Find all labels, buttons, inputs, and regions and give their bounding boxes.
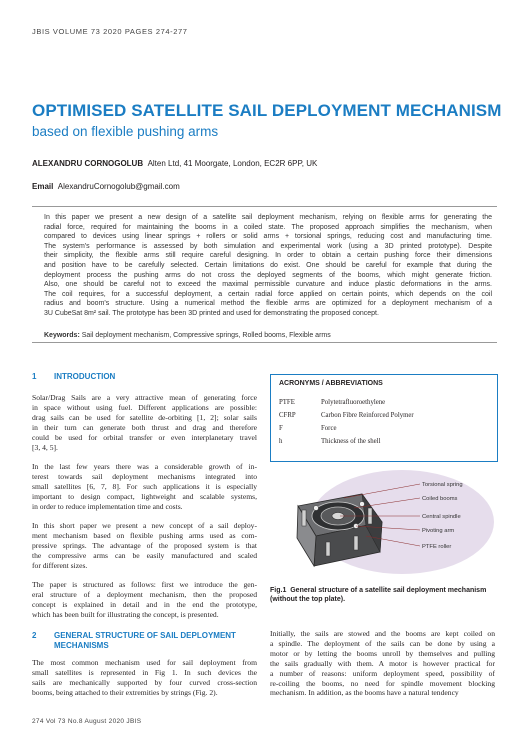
keywords-label: Keywords: [44, 332, 80, 339]
intro-para-3-line: ment mechanism based on flexible pushing arms used as com- [32, 530, 257, 540]
right-para-line: re-coiling the booms, no need for spindle movement blocking [270, 678, 495, 688]
intro-para-4-line: eral structure of a deployment mechanism, then the proposed [32, 589, 257, 599]
section-1-number: 1 [32, 372, 37, 381]
figure-label-torsional-spring: Torsional spring [422, 482, 463, 488]
intro-para-1 [32, 393, 257, 452]
author-name: ALEXANDRU CORNOGOLUB [32, 159, 144, 168]
intro-para-3-line: for different sizes. [32, 560, 88, 570]
abstract-line: In this paper we present a new design of a satellite sail deployment mechanism, relying on flexible arms for generating the [44, 214, 492, 221]
abstract-line: radial force, required for maintaining the booms in a coiled state. The proposed approach simplifies the mechanism, when [44, 223, 492, 231]
abstract-line: deployment process the pushing arms do not cross the deployed segments of the booms, which might generate friction. [44, 271, 492, 279]
acronym-value: Polytetrafluoroethylene [321, 399, 386, 406]
intro-para-2-line: In the last few years there was a considerable growth of in- [32, 462, 257, 471]
acronym-key: F [279, 425, 283, 432]
intro-para-4-line: The paper is structured as follows: first we introduce the gen- [32, 580, 257, 589]
figure-1-number: Fig.1 [270, 587, 287, 594]
intro-para-4 [32, 580, 257, 620]
intro-para-3-line: In this short paper we present a new concept of a sail deploy- [32, 521, 257, 530]
keywords-value: Sail deployment mechanism, Compressive springs, Rolled booms, Flexible arms [81, 332, 331, 339]
section-2-para-line: The most common mechanism used for sail deployment from [32, 658, 257, 667]
acronym-key: CFRP [279, 412, 296, 419]
section-2-para-line: small satellites is represented in Fig 1. In such devices the [32, 667, 257, 677]
intro-para-2-line: in order to reduce implementation time and costs. [32, 501, 183, 511]
acronym-key: h [279, 438, 283, 445]
intro-para-1-line: in their turn can generate both thrust and drag and therefore [32, 422, 257, 432]
acronym-value: Carbon Fibre Reinforced Polymer [321, 412, 414, 419]
page-title: OPTIMISED SATELLITE SAIL DEPLOYMENT MECHANISM [32, 101, 502, 120]
acronym-value: Thickness of the shell [321, 438, 381, 445]
section-2-heading [32, 631, 236, 651]
right-para-line: a spindle. The deployment of the sails can be done by using a [270, 638, 495, 648]
intro-para-2 [32, 462, 257, 512]
figure-1-caption-line-1: General structure of a satellite sail deployment mechanism [290, 587, 487, 594]
abstract-line: The coil requires, for a successful deployment, a certain radial force applied on certain points, which depends on the coil [44, 290, 492, 298]
section-1-title: INTRODUCTION [54, 372, 116, 381]
section-2-title-line-1: GENERAL STRUCTURE OF SAIL DEPLOYMENT [54, 631, 236, 640]
section-1-heading [32, 372, 115, 381]
figure-1-caption-line-2: (without the top plate). [270, 596, 346, 604]
intro-para-3-line: the compressive arms can be easily manufactured and scaled [32, 550, 257, 560]
right-para-line: Initially, the sails are stowed and the booms are kept coiled on [270, 629, 495, 638]
intro-para-3 [32, 521, 257, 571]
page-subtitle: based on flexible pushing arms [32, 124, 219, 139]
section-2-para [32, 658, 257, 698]
page-footer: 274 Vol 73 No.8 August 2020 JBIS [32, 718, 142, 725]
intro-para-1-line: in space without using fuel. Different applications are possible: [32, 402, 257, 412]
intro-para-2-line: terest towards sail deployment mechanisms integrated into [32, 471, 257, 481]
figure-label-pivoting-arm: Pivoting arm [422, 528, 455, 534]
right-para-line: mechanism. In addition, as the booms have a natural tendency [270, 688, 459, 698]
intro-para-1-line: could be used for orbital transfer or even interplanetary travel [32, 432, 257, 442]
section-2-para-line: booms, being attached to their extremities by strings (Fig. 2). [32, 687, 218, 697]
acronym-value: Force [321, 425, 337, 432]
figure-label-central-spindle: Central spindle [422, 514, 461, 520]
intro-para-4-line: which has been built for illustrating the concept, is presented. [32, 609, 219, 619]
figure-label-coiled-booms: Coiled booms [422, 496, 458, 502]
figure-1-image [270, 468, 500, 580]
figure-label-ptfe-roller: PTFE roller [422, 544, 452, 550]
section-2-number: 2 [32, 631, 37, 640]
right-para-line: motor or by letting the booms unroll by themselves and pulling [270, 648, 495, 658]
right-para-line: the sails gradually with them. A motor is however practical for [270, 658, 495, 668]
abstract-line: radius and boom's structure. Using a numerical method the flexible arms are optimized for a deployment mechanism of a [44, 300, 492, 308]
acronyms-title: ACRONYMS / ABBREVIATIONS [279, 380, 383, 387]
intro-para-2-line: important to design compact, lightweight and scalable systems, [32, 491, 257, 501]
abstract-line: and position have to be carefully selected. Certain limitations do exist. One should be careful for example that during the [44, 261, 492, 269]
abstract-line: compared to devices using linear springs + rollers or solid arms + torsional springs, reducing cost and manufacturing time. [44, 233, 492, 241]
abstract-line: The system's performance is assessed by both simulation and experimental work (using a 3D printed prototype). Despite [44, 242, 492, 250]
keywords-line [44, 332, 492, 339]
author-line [32, 159, 317, 168]
right-column-para [270, 629, 495, 698]
email-line [32, 182, 180, 191]
journal-header: JBIS VOLUME 73 2020 PAGES 274-277 [32, 27, 188, 36]
abstract-text [44, 213, 492, 319]
right-para-line: a number of reasons: uniform deployment speed, possibility of [270, 668, 495, 678]
intro-para-2-line: small satellites [6, 7, 8]. For such applications it is especially [32, 481, 257, 491]
intro-para-1-line: drag sails can be used for satellite de-orbiting [1, 2]; solar sails [32, 412, 257, 422]
section-2-para-line: sails are mechanically supported by four curved cross-section [32, 677, 257, 687]
intro-para-4-line: concept is explained in detail and in the end the prototype, [32, 599, 257, 609]
intro-para-3-line: pressive springs. The advantage of the proposed system is that [32, 540, 257, 550]
abstract-line: their simplicity, the flexible arms still require careful designing. In order to obtain a certain pushing force their dimensions [44, 252, 492, 260]
intro-para-1-line: [3, 4, 5]. [32, 442, 58, 452]
author-affiliation: Alten Ltd, 41 Moorgate, London, EC2R 6PP, UK [147, 159, 318, 168]
figure-1-caption [270, 586, 496, 605]
abstract-line: Also, one should be careful not to exceed the maximal permissible curvature and induce plastic deformations in the arms. [44, 281, 492, 289]
abstract-line: 3U CubeSat 8m² sail. The prototype has been 3D printed and used for demonstrating the proposed concept. [44, 309, 379, 317]
intro-para-1-line: Solar/Drag Sails are a very attractive mean of generating force [32, 393, 257, 402]
email-label: Email [32, 182, 54, 191]
email-address[interactable]: AlexandruCornogolub@gmail.com [57, 182, 180, 191]
section-2-title-line-2: MECHANISMS [54, 641, 109, 650]
acronym-key: PTFE [279, 399, 295, 406]
